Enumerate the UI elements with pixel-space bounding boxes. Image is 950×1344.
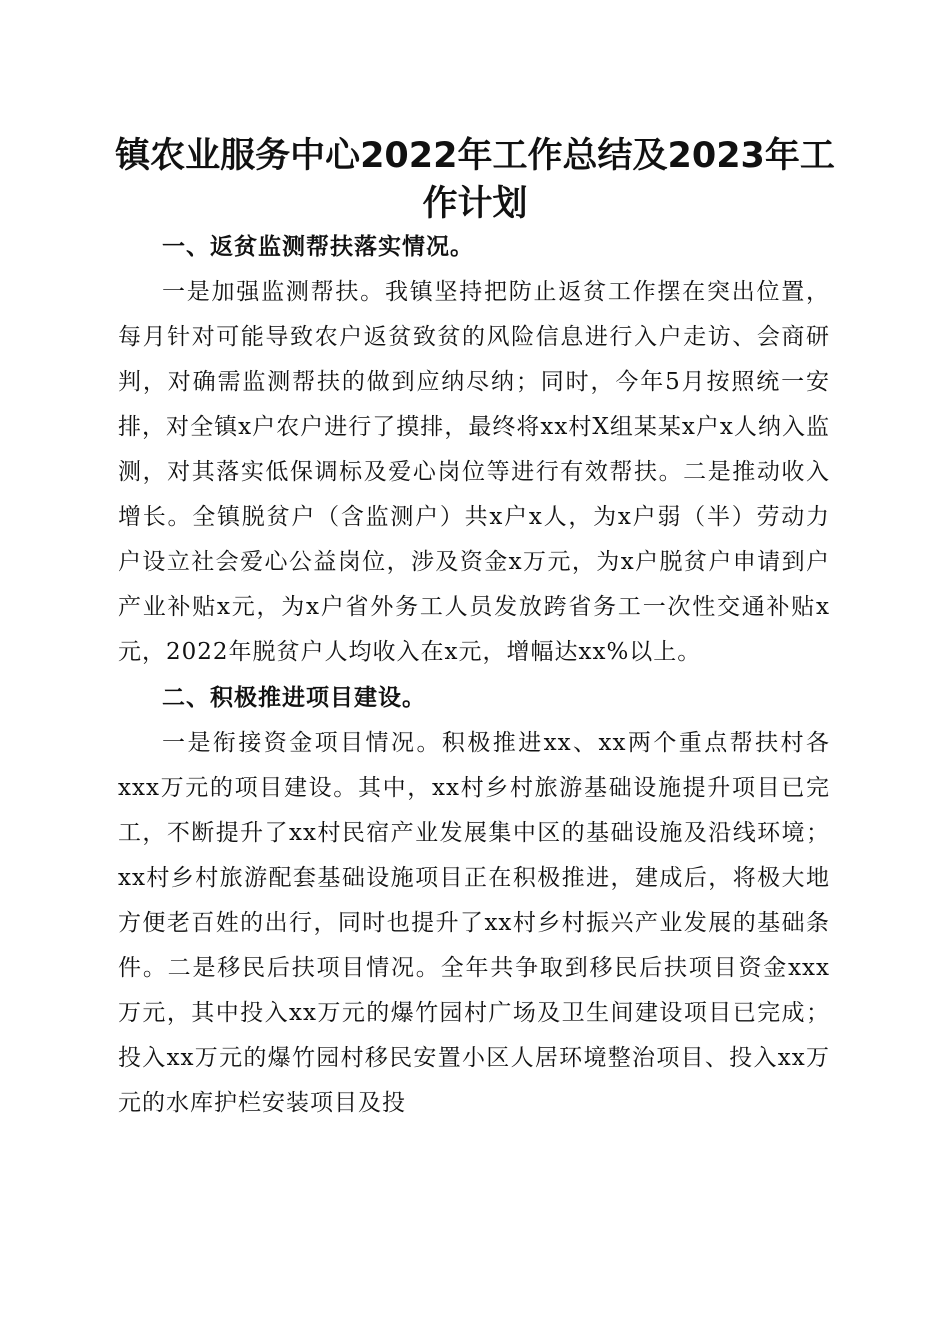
section-paragraph-1 — [118, 270, 830, 675]
paragraph-lead-2: 一是衔接资金项目情况。 — [162, 730, 442, 756]
document-title: 镇农业服务中心2022年工作总结及2023年工作计划 — [115, 136, 835, 224]
paragraph-text-2: 积极推进xx、xx两个重点帮扶村各xxx万元的项目建设。其中，xx村乡村旅游基础设施提升项目已完工，不断提升了xx村民宿产业发展集中区的基础设施及沿线环境；xx村乡村旅游配套基础设施项目正在积极推进，建成后，将极大地方便老百姓的出行，同时也提升了xx村乡村振兴产业发展的基础条件。二是移民后扶项目情况。全年共争取到移民后扶项目资金xxx万元，其中投入xx万元的爆竹园村广场及卫生间建设项目已完成；投入xx万元的爆竹园村移民安置小区人居环境整治项目、投入xx万元的水库护栏安装项目及投 — [118, 730, 830, 1116]
section-heading-2: 二、积极推进项目建设。 — [162, 685, 426, 711]
document-body — [118, 224, 830, 1126]
section-heading-1: 一、返贫监测帮扶落实情况。 — [162, 234, 474, 260]
paragraph-text-1: 我镇坚持把防止返贫工作摆在突出位置，每月针对可能导致农户返贫致贫的风险信息进行入户走访、会商研判，对确需监测帮扶的做到应纳尽纳；同时，今年5月按照统一安排，对全镇x户农户进行了摸排，最终将xx村X组某某x户x人纳入监测，对其落实低保调标及爱心岗位等进行有效帮扶。二是推动收入增长。全镇脱贫户（含监测户）共x户x人，为x户弱（半）劳动力户设立社会爱心公益岗位，涉及资金x万元，为x户脱贫户申请到户产业补贴x元，为x户省外务工人员发放跨省务工一次性交通补贴x元，2022年脱贫户人均收入在x元，增幅达xx%以上。 — [118, 279, 831, 665]
section-paragraph-2 — [118, 721, 830, 1126]
paragraph-lead-1: 一是加强监测帮扶。 — [162, 279, 385, 305]
